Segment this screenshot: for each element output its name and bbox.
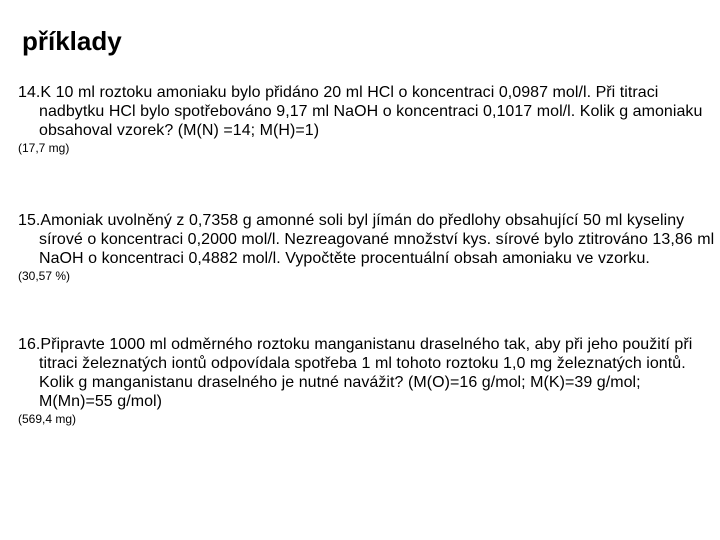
- problem-14-answer: (17,7 mg): [18, 141, 70, 155]
- problem-15: [18, 211, 718, 284]
- problem-15-text: 15.Amoniak uvolněný z 0,7358 g amonné soli byl jímán do předlohy obsahující 50 ml kyseliny sírové o koncentraci 0,2000 mol/l. Nezreagované množství kys. sírové bylo ztitrováno 13,86 ml NaOH o koncentraci 0,4882 mol/l. Vypočtěte procentuální obsah amoniaku ve vzorku.: [18, 212, 715, 267]
- problem-16: [18, 335, 718, 427]
- problem-14-text: 14.K 10 ml roztoku amoniaku bylo přidáno 20 ml HCl o koncentraci 0,0987 mol/l. Při titraci nadbytku HCl bylo spotřebováno 9,17 ml NaOH o koncentraci 0,1017 mol/l. Kolik g amoniaku obsahoval vzorek? (M(N) =14; M(H)=1): [18, 84, 703, 139]
- problem-16-answer: (569,4 mg): [18, 412, 77, 426]
- slide-title: příklady: [22, 26, 122, 56]
- problem-14: [18, 83, 718, 156]
- problem-16-text: 16.Připravte 1000 ml odměrného roztoku manganistanu draselného tak, aby při jeho použití při titraci železnatých iontů odpovídala spotřeba 1 ml tohoto roztoku 1,0 mg železnatých iontů. Kolik g manganistanu draselného je nutné navážit? (M(O)=16 g/mol; M(K)=39 g/mol; M(Mn)=55 g/mol): [18, 336, 693, 410]
- problem-15-answer: (30,57 %): [18, 269, 71, 283]
